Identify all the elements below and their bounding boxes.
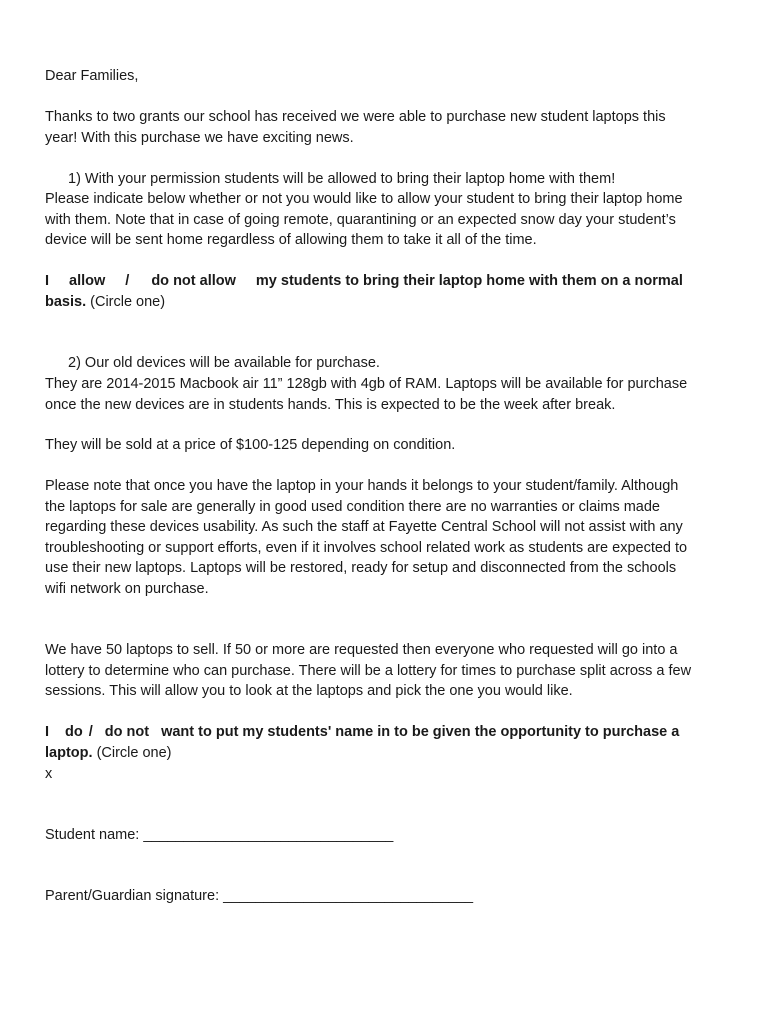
item1-body-line-2: with them. Note that in case of going remote, quarantining or an expected snow day your student’s — [45, 212, 676, 228]
item1-body-line-3: device will be sent home regardless of allowing them to take it all of the time. — [45, 232, 537, 248]
greeting: Dear Families, — [45, 68, 139, 84]
lottery-line-1: We have 50 laptops to sell. If 50 or more are requested then everyone who requested will go into a — [45, 642, 678, 658]
item1-choice-line — [45, 271, 683, 291]
item2-body-line-1: They are 2014-2015 Macbook air 11” 128gb with 4gb of RAM. Laptops will be available for purchase — [45, 376, 688, 392]
x-mark: x — [45, 766, 53, 782]
note-line-2: the laptops for sale are generally in good used condition there are no warranties or claims made — [45, 499, 660, 515]
item2-choice-line-2 — [45, 743, 172, 763]
choice-laptop: laptop. — [45, 745, 93, 761]
choice-slash: / — [125, 273, 130, 289]
note-line-3: regarding these devices usability. As such the staff at Fayette Central School will not assist with any — [45, 519, 683, 535]
note-line-1: Please note that once you have the laptop in your hands it belongs to your student/family. Although — [45, 478, 679, 494]
lottery-line-2: lottery to determine who can purchase. There will be a lottery for times to purchase split across a few — [45, 663, 692, 679]
item1-choice-line-2 — [45, 292, 165, 312]
choice-i: I — [45, 273, 50, 289]
item2-body-line-2: once the new devices are in students hands. This is expected to be the week after break. — [45, 397, 616, 413]
item2-choice-line — [45, 722, 679, 742]
choice-do-not[interactable]: do not — [104, 724, 150, 740]
signature-field[interactable]: Parent/Guardian signature: _______________________________ — [45, 888, 474, 904]
item1-body-line-1: Please indicate below whether or not you would like to allow your student to bring their laptop home — [45, 191, 683, 207]
lottery-line-3: sessions. This will allow you to look at the laptops and pick the one you would like. — [45, 683, 573, 699]
intro-line-2: year! With this purchase we have exciting news. — [45, 130, 354, 146]
note-line-6: wifi network on purchase. — [45, 581, 209, 597]
item2-heading: 2) Our old devices will be available for purchase. — [68, 355, 380, 371]
price-line: They will be sold at a price of $100-125 depending on condition. — [45, 437, 456, 453]
choice-rest: want to put my students' name in to be given the opportunity to purchase a — [161, 724, 680, 740]
note-line-4: troubleshooting or support efforts, even if it involves school related work as students are expected to — [45, 540, 688, 556]
choice-do-not-allow[interactable]: do not allow — [151, 273, 236, 289]
intro-line-1: Thanks to two grants our school has received we were able to purchase new student laptops this — [45, 109, 666, 125]
choice-basis: basis. — [45, 294, 87, 310]
choice-allow[interactable]: allow — [69, 273, 106, 289]
choice-slash: / — [88, 724, 93, 740]
student-name-field[interactable]: Student name: _______________________________ — [45, 827, 394, 843]
note-line-5: use their new laptops. Laptops will be restored, ready for setup and disconnected from the schools — [45, 560, 677, 576]
circle-one-note: (Circle one) — [96, 745, 172, 761]
choice-i: I — [45, 724, 50, 740]
item1-heading: 1) With your permission students will be allowed to bring their laptop home with them! — [68, 171, 616, 187]
choice-do[interactable]: do — [65, 724, 83, 740]
circle-one-note: (Circle one) — [90, 294, 166, 310]
choice-rest: my students to bring their laptop home with them on a normal — [255, 273, 683, 289]
